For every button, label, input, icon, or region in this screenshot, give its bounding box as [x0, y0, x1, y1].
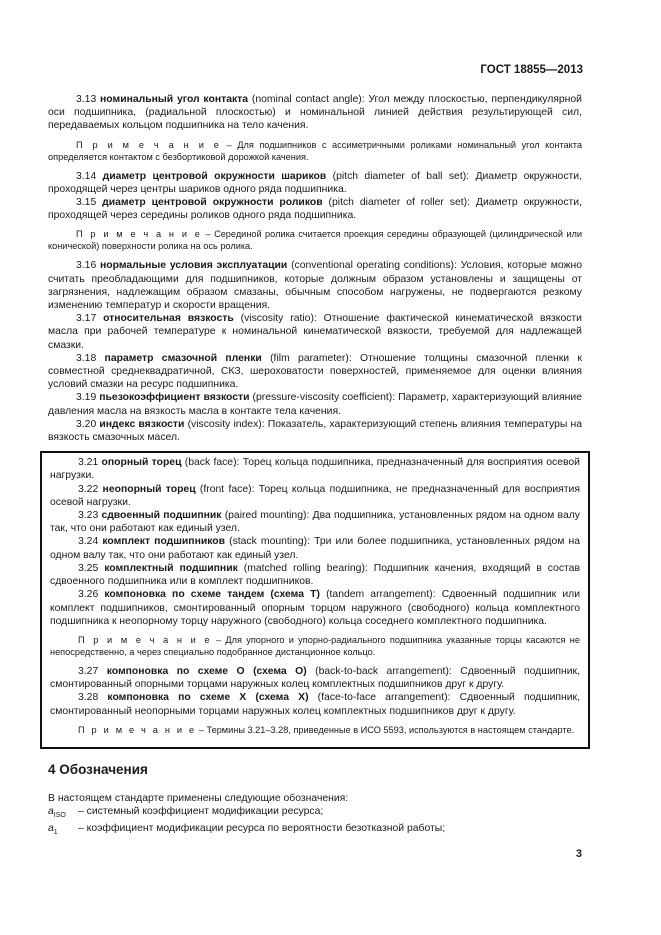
- definition-text: (matched rolling bearing): Подшипник качения, входящий в состав сдвоенного подшипника или в комплект подшипников.: [50, 562, 580, 588]
- definition-text: (pitch diameter of ball set): Диаметр окружности, проходящей через центры шариков одного ряда подшипника.: [48, 170, 582, 195]
- definition-item: [50, 509, 580, 535]
- definition-text: (stack mounting): Три или более подшипника, установленных рядом на одном валу так, что они работают как единый узел.: [50, 536, 580, 561]
- symbol-row: [48, 822, 582, 839]
- definition-term: относительная вязкость: [103, 313, 234, 325]
- definition-text: (viscosity index): Показатель, характеризующий степень влияния температуры на вязкость смазочных масел.: [48, 418, 582, 444]
- symbol-description: – системный коэффициент модификации ресурса;: [78, 806, 324, 818]
- note-paragraph: [48, 228, 582, 252]
- document-header: ГОСТ 18855—2013: [480, 64, 583, 76]
- definition-item: [50, 588, 580, 628]
- note-label: П р и м е ч а н и е: [78, 634, 212, 645]
- definition-number: 3.17: [76, 313, 104, 325]
- definition-number: 3.18: [76, 352, 105, 364]
- definition-item: [50, 665, 580, 691]
- definition-item: [48, 196, 582, 222]
- definition-number: 3.16: [76, 260, 100, 272]
- note-text: Для подшипников с ассиметричными роликами номинальный угол контакта определяется контактом с безбортиковой дорожкой качения.: [48, 139, 582, 162]
- definition-term: пьезокоэффициент вязкости: [99, 392, 250, 404]
- definition-term: компоновка по схеме X (схема X): [107, 692, 309, 704]
- page-number: 3: [575, 848, 582, 860]
- definition-number: 3.21: [78, 457, 102, 469]
- definition-number: 3.22: [78, 483, 103, 495]
- definition-number: 3.19: [76, 392, 100, 404]
- definition-text: (face-to-face arrangement): Сдвоенный подшипник, смонтированный неопорными торцами наружных колец комплектных подшипников друг к другу.: [50, 692, 580, 717]
- note-label: П р и м е ч а н и е: [78, 724, 197, 735]
- note-dash: –: [196, 724, 207, 735]
- definition-term: компоновка по схеме тандем (схема Т): [104, 589, 320, 601]
- definition-term: диаметр центровой окружности роликов: [102, 197, 323, 209]
- symbol-base: a: [48, 823, 54, 835]
- note-dash: –: [202, 229, 215, 240]
- definition-number: 3.27: [78, 665, 107, 677]
- page-content: [48, 93, 582, 840]
- note-dash: –: [211, 634, 226, 645]
- definition-number: 3.23: [78, 510, 102, 522]
- definition-term: комплектный подшипник: [104, 562, 238, 574]
- definition-number: 3.15: [76, 197, 103, 209]
- definition-text: (pitch diameter of roller set): Диаметр окружности, проходящей через середины роликов одного ряда подшипника.: [48, 197, 582, 222]
- note-paragraph: [50, 634, 580, 658]
- definition-item: [48, 312, 582, 352]
- definitions-list: [48, 93, 582, 444]
- definition-item: [50, 691, 580, 717]
- symbol-base: a: [48, 806, 54, 818]
- boxed-definitions: [40, 451, 590, 748]
- definition-number: 3.13: [76, 94, 101, 105]
- definition-text: (paired mounting): Два подшипника, установленных рядом на одном валу так, что они работают как единый узел.: [50, 510, 580, 535]
- definition-text: (back-to-back arrangement): Сдвоенный подшипник, смонтированный опорными торцами наружных колец комплектных подшипников друг к другу.: [50, 665, 580, 691]
- definition-number: 3.14: [76, 170, 103, 182]
- symbol-subscript: 1: [53, 829, 58, 837]
- definition-number: 3.20: [76, 418, 100, 430]
- note-text: Серединой ролика считается проекция середины образующей (цилиндрической или конической) поверхности ролика на ось ролика.: [48, 229, 582, 252]
- definition-item: [48, 259, 582, 312]
- definition-term: индекс вязкости: [99, 418, 185, 430]
- definition-text: (film parameter): Отношение толщины смазочной пленки к совместной среднеквадратичной, СКЗ, шероховатости поверхностей, применяемое для оценки влияния условий смазки на ресурс подшипника.: [48, 352, 582, 391]
- definition-term: диаметр центровой окружности шариков: [102, 170, 327, 182]
- definition-item: [50, 535, 580, 561]
- definition-term: компоновка по схеме О (схема О): [106, 665, 307, 677]
- definition-term: комплект подшипников: [102, 536, 226, 548]
- note-text: Для упорного и упорно-радиального подшипника указанные торцы касаются не непосредственно, а через специально подобранное дистанционное кольцо.: [50, 634, 580, 657]
- definition-term: параметр смазочной пленки: [104, 352, 262, 364]
- definition-term: неопорный торец: [102, 483, 196, 495]
- symbol: [48, 822, 78, 839]
- definition-text: (tandem arrangement): Сдвоенный подшипник или комплект подшипников, смонтированный опорным торцом наружного (свободного) кольца комплектного подшипника к неопорному торцу наружного (свободного) кольца соседнего комплектного подшипника.: [50, 589, 580, 627]
- section-4-intro: В настоящем стандарте применены следующие обозначения:: [48, 792, 349, 804]
- definition-text: (pressure-viscosity coefficient): Параметр, характеризующий влияние давления масла на вязкость масла в контакте тела качения.: [48, 392, 582, 417]
- definition-item: [48, 391, 582, 417]
- symbol-subscript: ISO: [53, 812, 66, 820]
- definition-text: (nominal contact angle): Угол между плоскостью, перпендикулярной оси подшипника, (радиальной плоскостью) и номинальной линией действия результирующей сил, передаваемых кольцом подшипника на тело качения.: [48, 94, 582, 132]
- definition-text: (front face): Торец кольца подшипника, не предназначенный для восприятия осевой нагрузки.: [50, 483, 580, 508]
- symbol-row: [48, 805, 582, 822]
- definition-item: [48, 93, 582, 133]
- symbol: [48, 805, 78, 822]
- definition-item: [50, 483, 580, 509]
- definition-term: номинальный угол контакта: [100, 94, 249, 105]
- definition-term: нормальные условия эксплуатации: [100, 260, 288, 272]
- symbol-description: – коэффициент модификации ресурса по вероятности безотказной работы;: [78, 823, 446, 835]
- definition-number: 3.25: [78, 562, 105, 574]
- definition-text: (conventional operating conditions): Условия, которые можно считать преобладающими для подшипников, которые должным образом установлены и защищены от загрязнения, надлежащим образом смазаны, обычным способом нагружены, не подвергаются резкому изменению температур и скорости вращения.: [48, 260, 582, 312]
- section-4-title: 4 Обозначения: [48, 761, 148, 777]
- definition-number: 3.28: [78, 692, 108, 704]
- definition-term: сдвоенный подшипник: [101, 510, 222, 522]
- note-label: П р и м е ч а н и е: [76, 229, 203, 240]
- note-text: Термины 3.21–3.28, приведенные в ИСО 5593, используются в настоящем стандарте.: [206, 724, 575, 735]
- note-label: П р и м е ч а н и е: [76, 139, 222, 150]
- definition-number: 3.24: [78, 536, 103, 548]
- definition-item: [50, 562, 580, 588]
- definition-number: 3.26: [78, 589, 105, 601]
- note-dash: –: [221, 139, 238, 150]
- note-paragraph: [48, 139, 582, 163]
- definition-item: [48, 170, 582, 196]
- symbols-list: [48, 805, 582, 840]
- definition-item: [48, 418, 582, 444]
- definition-item: [48, 352, 582, 392]
- definition-item: [50, 456, 580, 482]
- definition-text: (back face): Торец кольца подшипника, предназначенный для восприятия осевой нагрузки.: [50, 457, 580, 482]
- note-paragraph: [50, 724, 580, 736]
- definition-text: (viscosity ratio): Отношение фактической кинематической вязкости масла при рабочей температуре к номинальной кинематической вязкости, требуемой для надлежащей смазки.: [48, 313, 582, 351]
- definition-term: опорный торец: [101, 457, 182, 469]
